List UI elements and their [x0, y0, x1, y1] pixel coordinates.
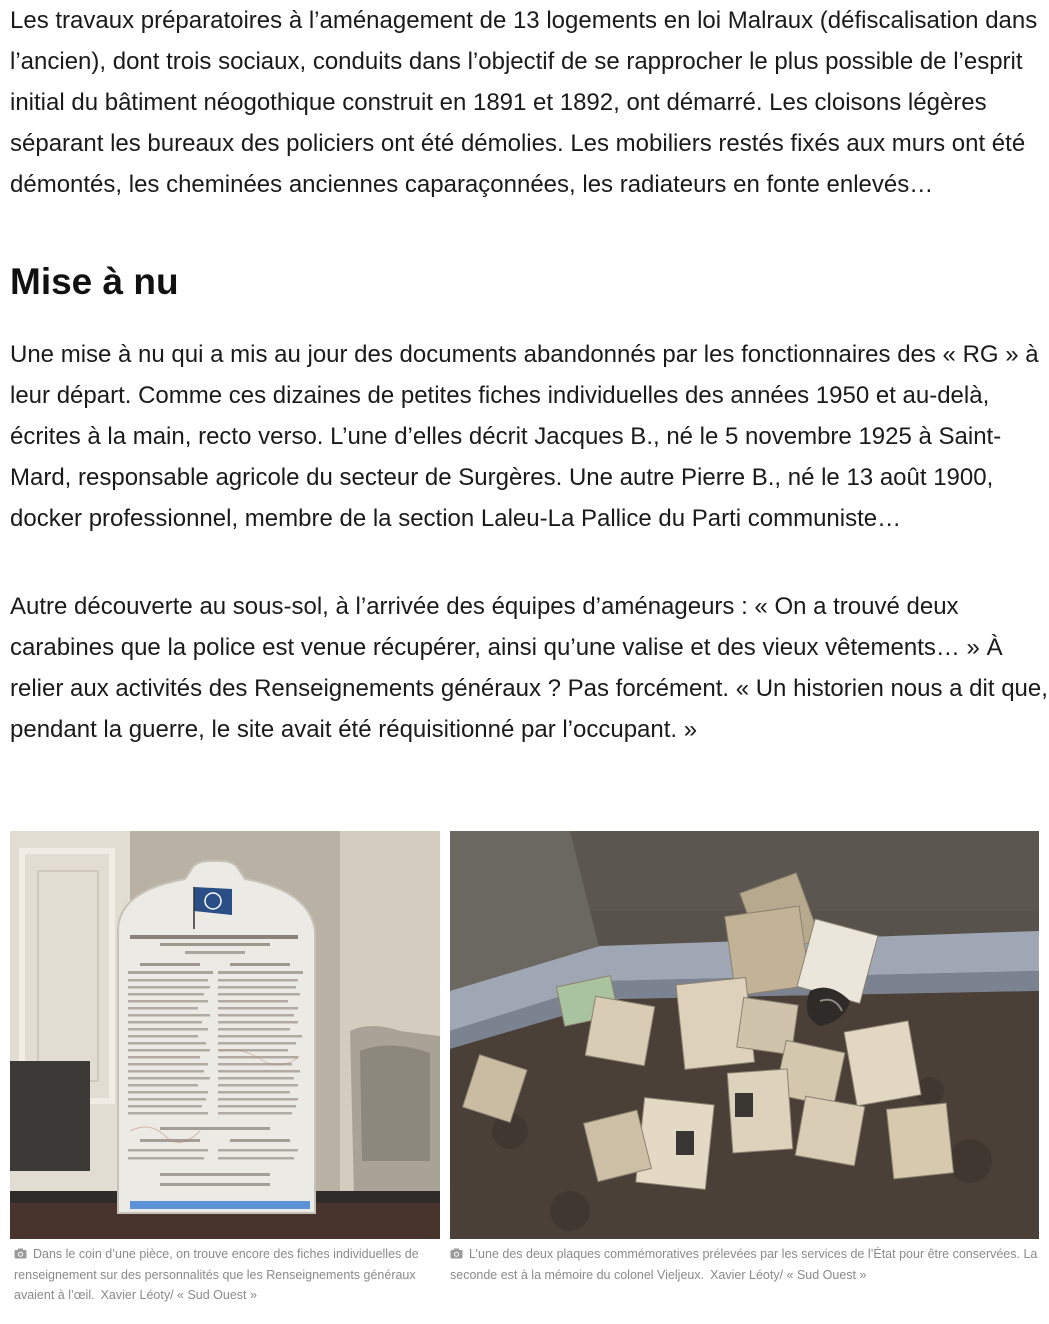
camera-icon [450, 1245, 463, 1265]
caption-text: Dans le coin d’une pièce, on trouve encore des fiches individuelles de renseignement sur des personnalités que les Renseignements généraux avaient à l’œil. [14, 1247, 419, 1302]
section-heading: Mise à nu [10, 261, 179, 302]
photo-caption [450, 1244, 1045, 1285]
photo-caption [14, 1244, 436, 1305]
photo-credit: Xavier Léoty/ « Sud Ouest » [710, 1268, 867, 1282]
article-paragraph: Autre découverte au sous-sol, à l’arrivée des équipes d’aménageurs : « On a trouvé deux carabines que la police est venue récupérer, ainsi qu’une valise et des vieux vêtements… » À relier aux activités des Renseignements généraux ? Pas forcément. « Un historien nous a dit que, pendant la guerre, le site avait été réquisitionné par l’occupant. » [10, 593, 1048, 743]
article-paragraph: Les travaux préparatoires à l’aménagement de 13 logements en loi Malraux (défiscalisation dans l’ancien), dont trois sociaux, conduits dans l’objectif de se rapprocher le plus possible de l’esprit initial du bâtiment néogothique construit en 1891 et 1892, ont démarré. Les cloisons légères séparant les bureaux des policiers ont été démolies. Les mobiliers restés fixés aux murs ont été démontés, les cheminées anciennes caparaçonnées, les radiateurs en fonte enlevés… [10, 7, 1038, 198]
article-paragraph: Une mise à nu qui a mis au jour des documents abandonnés par les fonctionnaires des « RG » à leur départ. Comme ces dizaines de petites fiches individuelles des années 1950 et au-delà, écrites à la main, recto verso. L’une d’elles décrit Jacques B., né le 5 novembre 1925 à Saint-Mard, responsable agricole du secteur de Surgères. Une autre Pierre B., né le 13 août 1900, docker professionnel, membre de la section Laleu-La Pallice du Parti communiste… [10, 341, 1039, 532]
photo-memorial-plaque[interactable] [10, 831, 440, 1239]
index-cards-photo-illustration [450, 831, 1039, 1239]
camera-icon [14, 1245, 27, 1265]
photo-index-cards[interactable] [450, 831, 1039, 1239]
photo-credit: Xavier Léoty/ « Sud Ouest » [100, 1288, 257, 1302]
plaque-photo-illustration [10, 831, 440, 1239]
caption-text: L’une des deux plaques commémoratives prélevées par les services de l’État pour être conservées. La seconde est à la mémoire du colonel Vieljeux. [450, 1247, 1038, 1282]
